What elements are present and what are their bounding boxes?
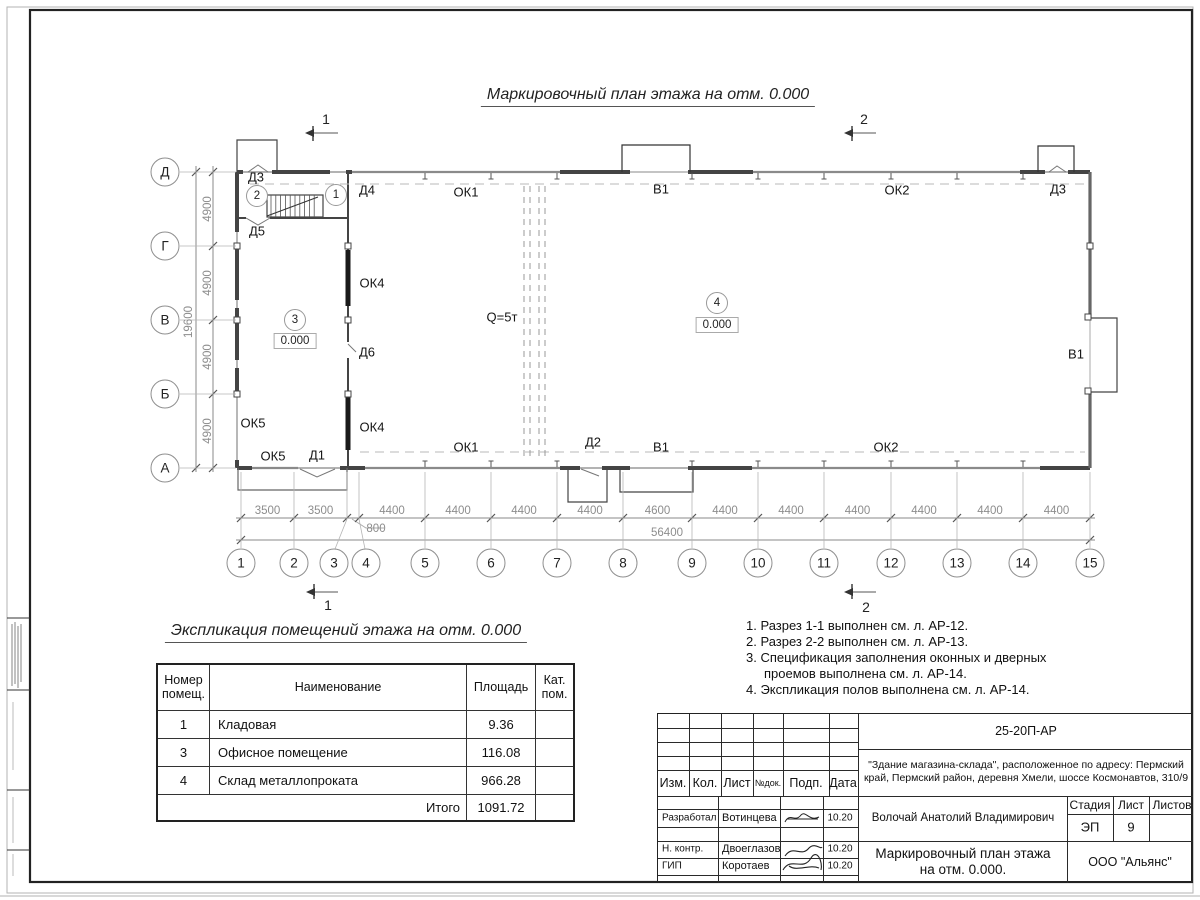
tb-date: 10.20 bbox=[827, 843, 853, 855]
tb-col-ndok: №док. bbox=[754, 778, 782, 788]
axis-circle-7: 7 bbox=[543, 549, 572, 578]
dim-label: 4900 bbox=[202, 344, 214, 370]
note-item: 1. Разрез 1-1 выполнен см. л. АР-12. bbox=[746, 618, 969, 633]
axis-circle-1: 1 bbox=[227, 549, 256, 578]
explication-title: Экспликация помещений этажа на отм. 0.000 bbox=[165, 622, 527, 643]
dim-total-label: 19600 bbox=[183, 306, 195, 338]
tb-col-podp: Подп. bbox=[789, 776, 823, 790]
section-number-2: 2 bbox=[862, 599, 870, 615]
axis-circle-11: 11 bbox=[810, 549, 839, 578]
plan-label-д6: Д6 bbox=[358, 344, 376, 360]
plan-label-ок5: ОК5 bbox=[260, 448, 286, 464]
dim-label: 4400 bbox=[445, 505, 471, 517]
tb-role: Н. контр. bbox=[662, 843, 704, 855]
plan-label-д3: Д3 bbox=[247, 169, 265, 185]
project-description: "Здание магазина-склада", расположенное по адресу: Пермский край, Пермский район, деревня Хмели, шоссе Космонавтов, 310/9 bbox=[863, 759, 1189, 784]
tb-role: ГИП bbox=[662, 860, 682, 872]
tb-date: 10.20 bbox=[827, 812, 853, 824]
plan-label-ок1: ОК1 bbox=[453, 184, 479, 200]
doc-number: 25-20П-АР bbox=[995, 724, 1057, 738]
axis-circle-2: 2 bbox=[280, 549, 309, 578]
table-row bbox=[157, 766, 574, 794]
axis-circle-Б: Б bbox=[151, 380, 180, 409]
axis-circle-6: 6 bbox=[477, 549, 506, 578]
sheet-label: Лист bbox=[1117, 798, 1145, 812]
note-item: 4. Экспликация полов выполнена см. л. АР-14. bbox=[746, 682, 1030, 697]
axis-circle-4: 4 bbox=[352, 549, 381, 578]
plan-label-д5: Д5 bbox=[248, 223, 266, 239]
table-cell: Кладовая bbox=[210, 710, 467, 738]
dim-label: 4600 bbox=[644, 505, 671, 517]
dim-label: 4900 bbox=[202, 270, 214, 296]
axis-circle-15: 15 bbox=[1076, 549, 1105, 578]
approver-name: Волочай Анатолий Владимирович bbox=[871, 812, 1055, 824]
col-header: Кат. пом. bbox=[536, 664, 575, 710]
explication-table bbox=[156, 663, 575, 822]
axis-circle-В: В bbox=[151, 306, 180, 335]
dim-label: 4400 bbox=[911, 505, 937, 517]
table-cell: Склад металлопроката bbox=[210, 766, 467, 794]
col-header: Наименование bbox=[210, 664, 467, 710]
axis-circle-Г: Г bbox=[151, 232, 180, 261]
plan-label-ок2: ОК2 bbox=[884, 182, 910, 198]
company-name: ООО "Альянс" bbox=[1088, 855, 1172, 869]
plan-label-в1: В1 bbox=[653, 439, 669, 455]
plan-label-q=5т: Q=5т bbox=[486, 309, 518, 325]
sheets-label: Листов bbox=[1152, 798, 1192, 812]
stage-value: ЭП bbox=[1080, 819, 1100, 835]
table-row bbox=[157, 710, 574, 738]
room-number-1: 1 bbox=[325, 184, 347, 206]
elevation-mark: 0.000 bbox=[696, 317, 739, 333]
table-cell bbox=[536, 710, 575, 738]
table-cell: 966.28 bbox=[467, 766, 536, 794]
plan-label-д4: Д4 bbox=[358, 182, 376, 198]
dim-label: 4400 bbox=[1043, 505, 1070, 517]
table-cell bbox=[536, 766, 575, 794]
col-header: Площадь bbox=[467, 664, 536, 710]
dim-label: 4400 bbox=[844, 505, 871, 517]
tb-col-list: Лист bbox=[723, 776, 751, 790]
axis-circle-9: 9 bbox=[678, 549, 707, 578]
signature bbox=[781, 842, 825, 876]
dim-label: 3500 bbox=[254, 505, 281, 517]
section-number-1: 1 bbox=[322, 111, 330, 127]
dim-total-label: 56400 bbox=[651, 527, 683, 539]
note-item: 3. Спецификация заполнения оконных и дверных проемов выполнена см. л. АР-14. bbox=[746, 650, 1047, 681]
tb-col-kol: Кол. bbox=[692, 776, 718, 790]
title-block bbox=[657, 713, 1192, 882]
tb-role: Разработал bbox=[662, 812, 717, 824]
col-header: Номер помещ. bbox=[157, 664, 210, 710]
section-number-2: 2 bbox=[860, 111, 868, 127]
dim-label: 4400 bbox=[778, 505, 804, 517]
tb-date: 10.20 bbox=[827, 860, 853, 872]
total-value: 1091.72 bbox=[467, 794, 536, 821]
sheet-number: 9 bbox=[1127, 819, 1135, 835]
plan-label-ок2: ОК2 bbox=[873, 439, 899, 455]
axis-circle-Д: Д bbox=[151, 158, 180, 187]
axis-circle-12: 12 bbox=[877, 549, 906, 578]
plan-label-в1: В1 bbox=[1068, 346, 1084, 362]
table-cell: 3 bbox=[157, 738, 210, 766]
plan-label-ок4: ОК4 bbox=[359, 275, 385, 291]
table-cell: 116.08 bbox=[467, 738, 536, 766]
total-label: Итого bbox=[157, 794, 467, 821]
room-number-3: 3 bbox=[284, 309, 306, 331]
axis-circle-8: 8 bbox=[609, 549, 638, 578]
table-cell bbox=[536, 738, 575, 766]
plan-label-в1: В1 bbox=[653, 181, 669, 197]
drawing-name: Маркировочный план этажа на отм. 0.000. bbox=[875, 846, 1051, 877]
dim-label: 4400 bbox=[977, 505, 1003, 517]
tb-col-data: Дата bbox=[829, 776, 857, 790]
table-total-row bbox=[157, 794, 574, 821]
dim-label: 3500 bbox=[307, 505, 334, 517]
dim-label: 800 bbox=[366, 523, 386, 535]
tb-col-izm: Изм. bbox=[659, 776, 687, 790]
plan-label-д2: Д2 bbox=[584, 434, 602, 450]
room-number-2: 2 bbox=[246, 185, 268, 207]
plan-label-д3: Д3 bbox=[1049, 181, 1067, 197]
axis-circle-А: А bbox=[151, 454, 180, 483]
axis-circle-5: 5 bbox=[411, 549, 440, 578]
table-cell: 9.36 bbox=[467, 710, 536, 738]
axis-circle-3: 3 bbox=[320, 549, 349, 578]
room-number-4: 4 bbox=[706, 292, 728, 314]
dim-label: 4400 bbox=[379, 505, 405, 517]
dim-label: 4400 bbox=[577, 505, 603, 517]
note-item: 2. Разрез 2-2 выполнен см. л. АР-13. bbox=[746, 634, 969, 649]
tb-name: Вотинцева bbox=[722, 812, 777, 824]
dim-label: 4900 bbox=[202, 418, 214, 444]
axis-circle-14: 14 bbox=[1009, 549, 1038, 578]
dim-label: 4400 bbox=[712, 505, 738, 517]
table-row bbox=[157, 738, 574, 766]
tb-name: Коротаев bbox=[722, 860, 770, 872]
signature bbox=[782, 810, 822, 826]
table-cell: Офисное помещение bbox=[210, 738, 467, 766]
section-number-1: 1 bbox=[324, 597, 332, 613]
plan-label-ок5: ОК5 bbox=[240, 415, 266, 431]
plan-title: Маркировочный план этажа на отм. 0.000 bbox=[481, 86, 815, 107]
table-cell: 1 bbox=[157, 710, 210, 738]
notes-list bbox=[746, 618, 1076, 698]
tb-name: Двоеглазов bbox=[722, 843, 781, 855]
axis-circle-10: 10 bbox=[744, 549, 773, 578]
plan-label-д1: Д1 bbox=[308, 447, 326, 463]
dim-label: 4400 bbox=[511, 505, 537, 517]
plan-label-ок1: ОК1 bbox=[453, 439, 479, 455]
table-cell: 4 bbox=[157, 766, 210, 794]
dim-label: 4900 bbox=[202, 196, 214, 222]
axis-circle-13: 13 bbox=[943, 549, 972, 578]
stage-label: Стадия bbox=[1069, 798, 1111, 812]
elevation-mark: 0.000 bbox=[274, 333, 317, 349]
plan-label-ок4: ОК4 bbox=[359, 419, 385, 435]
